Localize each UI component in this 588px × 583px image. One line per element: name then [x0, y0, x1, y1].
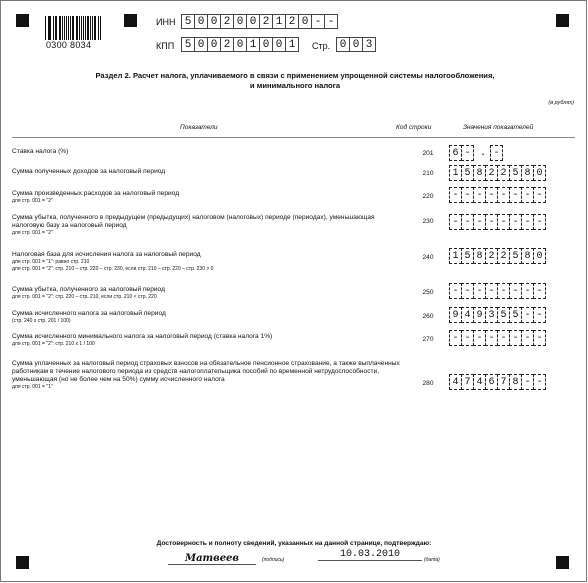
row-code: 220 [422, 193, 434, 200]
row-label [12, 310, 402, 325]
value-cell: 3 [485, 307, 498, 323]
barcode-bar [72, 16, 73, 40]
value-cell: 9 [473, 307, 486, 323]
value-cell: 8 [509, 374, 522, 390]
value-cell: - [533, 330, 546, 346]
value-field[interactable] [449, 248, 545, 264]
value-cell: 2 [485, 248, 498, 264]
tax-rate-field[interactable] [449, 145, 502, 161]
value-cell: - [521, 330, 534, 346]
kpp-cell: 0 [233, 37, 247, 52]
value-field[interactable] [449, 165, 545, 181]
value-cell: 4 [449, 374, 462, 390]
header-divider [12, 137, 575, 138]
value-cell: 6 [485, 374, 498, 390]
row-code: 230 [422, 218, 434, 225]
value-cell: - [521, 374, 534, 390]
value-cell: - [509, 330, 522, 346]
value-cell: - [521, 307, 534, 323]
value-cell: - [521, 283, 534, 299]
value-cell: - [521, 214, 534, 230]
kpp-cell: 5 [181, 37, 195, 52]
column-header-indicators: Показатели [180, 124, 218, 131]
corner-marker-top-left [16, 14, 29, 27]
row-label [12, 251, 402, 272]
value-field[interactable] [449, 330, 545, 346]
row-code: 250 [422, 289, 434, 296]
value-cell: - [521, 187, 534, 203]
row-note: для стр. 001 = "2" [12, 230, 53, 236]
barcode-bar [53, 16, 54, 40]
kpp-cell: 0 [194, 37, 208, 52]
row-note: для стр. 001 = "1" [12, 384, 53, 390]
page-number-cell: 0 [336, 37, 350, 52]
value-cell: - [497, 283, 510, 299]
value-cell: - [485, 214, 498, 230]
kpp-cell: 2 [220, 37, 234, 52]
value-cell: 5 [461, 248, 474, 264]
kpp-cell: 0 [259, 37, 273, 52]
value-cell: 5 [509, 307, 522, 323]
value-cell: 1 [449, 165, 462, 181]
value-cell: 8 [521, 165, 534, 181]
barcode-image [45, 16, 101, 40]
value-cell: 4 [473, 374, 486, 390]
value-cell: - [449, 187, 462, 203]
value-cell: 5 [509, 165, 522, 181]
value-cell: - [473, 214, 486, 230]
value-cell: - [490, 145, 503, 161]
row-code: 201 [422, 150, 434, 157]
row-label-text: Сумма убытка, полученного за налоговый период [12, 286, 165, 293]
row-label [12, 190, 402, 205]
value-cell: - [485, 330, 498, 346]
value-field[interactable] [449, 307, 545, 323]
value-cell: - [533, 374, 546, 390]
value-field[interactable] [449, 283, 545, 299]
inn-label: ИНН [156, 17, 176, 27]
value-cell: - [533, 214, 546, 230]
barcode-bar [66, 16, 67, 40]
corner-marker-bottom-left [16, 556, 29, 569]
barcode-bar [50, 16, 51, 40]
row-label [12, 286, 402, 301]
row-label-text: Сумма убытка, полученного в предыдущем (предыдущих) налоговом (налоговых) периоде (периодах), уменьшающая налоговую базу за налоговый период [12, 214, 375, 229]
barcode-bar [83, 16, 84, 40]
inn-cell: 0 [233, 14, 247, 29]
value-cell: - [473, 187, 486, 203]
value-cell: 0 [533, 165, 546, 181]
row-label [12, 148, 402, 156]
value-field[interactable] [449, 374, 545, 390]
value-cell: - [473, 283, 486, 299]
signature[interactable]: Матвеев [168, 553, 256, 565]
row-label-text: Налоговая база для исчисления налога за налоговый период [12, 251, 201, 258]
row-label-text: Ставка налога (%) [12, 148, 69, 155]
inn-cell: 0 [246, 14, 260, 29]
row-code: 270 [422, 336, 434, 343]
row-code: 280 [422, 380, 434, 387]
barcode-bar [98, 16, 99, 40]
inn-field[interactable] [181, 14, 337, 29]
row-label [12, 214, 402, 237]
row-label-text: Сумма исчисленного минимального налога за налоговый период (ставка налога 1%) [12, 333, 273, 340]
value-cell: - [497, 330, 510, 346]
value-cell: - [533, 307, 546, 323]
row-code: 210 [422, 170, 434, 177]
value-field[interactable] [449, 214, 545, 230]
value-cell: 8 [473, 248, 486, 264]
inn-cell: 2 [285, 14, 299, 29]
value-cell: - [497, 214, 510, 230]
value-cell: - [461, 145, 474, 161]
value-cell: 9 [449, 307, 462, 323]
value-field[interactable] [449, 187, 545, 203]
inn-cell: 1 [272, 14, 286, 29]
date-label: (дата) [424, 557, 440, 563]
row-note: для стр. 001 = "2" [12, 198, 53, 204]
kpp-cell: 1 [285, 37, 299, 52]
kpp-label: КПП [156, 41, 175, 51]
section-title-line1: Раздел 2. Расчет налога, уплачиваемого в связи с применением упрощенной системы налогообложения, [95, 71, 495, 80]
value-cell: 0 [533, 248, 546, 264]
column-header-values: Значения показателей [463, 124, 534, 131]
value-cell: - [509, 283, 522, 299]
value-cell: - [473, 330, 486, 346]
inn-cell: 2 [220, 14, 234, 29]
row-label [12, 360, 402, 391]
value-cell: - [485, 283, 498, 299]
value-cell: 1 [449, 248, 462, 264]
inn-cell: - [324, 14, 338, 29]
barcode-bar [62, 16, 63, 40]
kpp-field[interactable] [181, 37, 298, 52]
page-label: Стр. [312, 41, 331, 51]
barcode-bar [45, 16, 46, 40]
row-note: для стр. 001 = "1": равно стр. 210 для стр. 001 = "2": стр. 210 – стр. 220 – стр. 230, если стр. 210 – стр. 220 – стр. 230 > 0 [12, 259, 214, 272]
value-cell: - [533, 187, 546, 203]
column-header-code: Код строки [396, 124, 432, 131]
page-number-cell: 0 [349, 37, 363, 52]
row-note: для стр. 001 = "2": стр. 210 х 1 / 100 [12, 341, 95, 347]
section-title [60, 71, 530, 91]
value-cell: 5 [509, 248, 522, 264]
kpp-cell: 0 [207, 37, 221, 52]
barcode-number: 0300 8034 [46, 40, 92, 50]
corner-marker-top-right [556, 14, 569, 27]
inn-cell: 0 [207, 14, 221, 29]
value-cell: 7 [497, 374, 510, 390]
value-cell: - [449, 330, 462, 346]
row-label [12, 168, 402, 176]
corner-marker-top-mid [124, 14, 137, 27]
value-cell: 7 [461, 374, 474, 390]
value-cell: - [449, 214, 462, 230]
value-cell: - [461, 214, 474, 230]
date-field[interactable]: 10.03.2010 [318, 549, 422, 561]
row-label-text: Сумма уплаченных за налоговый период страховых взносов на обязательное пенсионное страхование, а также выплаченных работникам в течение налогового периода из средств налогоплательщика пособий по временной нетрудоспособности, уменьшающая (но не более чем на 50%) сумму исчисленного налога [12, 360, 400, 383]
barcode-bar [90, 16, 91, 40]
value-cell: - [461, 330, 474, 346]
row-code: 240 [422, 254, 434, 261]
signature-label: (подпись) [262, 557, 285, 563]
value-cell: 4 [461, 307, 474, 323]
value-cell: 2 [497, 165, 510, 181]
value-cell: 6 [449, 145, 462, 161]
value-cell: 8 [521, 248, 534, 264]
inn-cell: 0 [298, 14, 312, 29]
page-number-cell: 3 [362, 37, 376, 52]
row-label-text: Сумма исчисленного налога за налоговый период [12, 310, 166, 317]
barcode-bar [60, 16, 61, 40]
kpp-cell: 0 [272, 37, 286, 52]
units-note: (в рублях) [548, 100, 574, 106]
value-cell: 2 [497, 248, 510, 264]
value-cell: - [509, 214, 522, 230]
value-cell: - [485, 187, 498, 203]
value-cell: 5 [461, 165, 474, 181]
row-code: 260 [422, 313, 434, 320]
row-label [12, 333, 402, 348]
confirmation-statement: Достоверность и полноту сведений, указанных на данной странице, подтверждаю: [156, 540, 432, 547]
value-cell: - [497, 187, 510, 203]
value-cell: - [449, 283, 462, 299]
value-cell: 5 [497, 307, 510, 323]
page-number-field[interactable] [336, 37, 375, 52]
value-cell: 2 [485, 165, 498, 181]
value-cell: - [533, 283, 546, 299]
row-label-text: Сумма полученных доходов за налоговый период [12, 168, 166, 175]
section-title-line2: и минимального налога [249, 81, 341, 90]
value-cell: . [479, 147, 486, 159]
inn-cell: - [311, 14, 325, 29]
corner-marker-bottom-right [556, 556, 569, 569]
value-cell: 8 [473, 165, 486, 181]
row-label-text: Сумма произведенных расходов за налоговый период [12, 190, 180, 197]
inn-cell: 5 [181, 14, 195, 29]
value-cell: - [461, 283, 474, 299]
inn-cell: 2 [259, 14, 273, 29]
row-note: (стр. 240 х стр. 201 / 100) [12, 318, 71, 324]
inn-cell: 0 [194, 14, 208, 29]
barcode-bar [77, 16, 78, 40]
row-note: для стр. 001 = "2": стр. 220 – стр. 210, если стр. 210 < стр. 220 [12, 294, 157, 300]
value-cell: - [461, 187, 474, 203]
barcode-bar [92, 16, 93, 40]
barcode-bar [81, 16, 82, 40]
value-cell: - [509, 187, 522, 203]
kpp-cell: 1 [246, 37, 260, 52]
